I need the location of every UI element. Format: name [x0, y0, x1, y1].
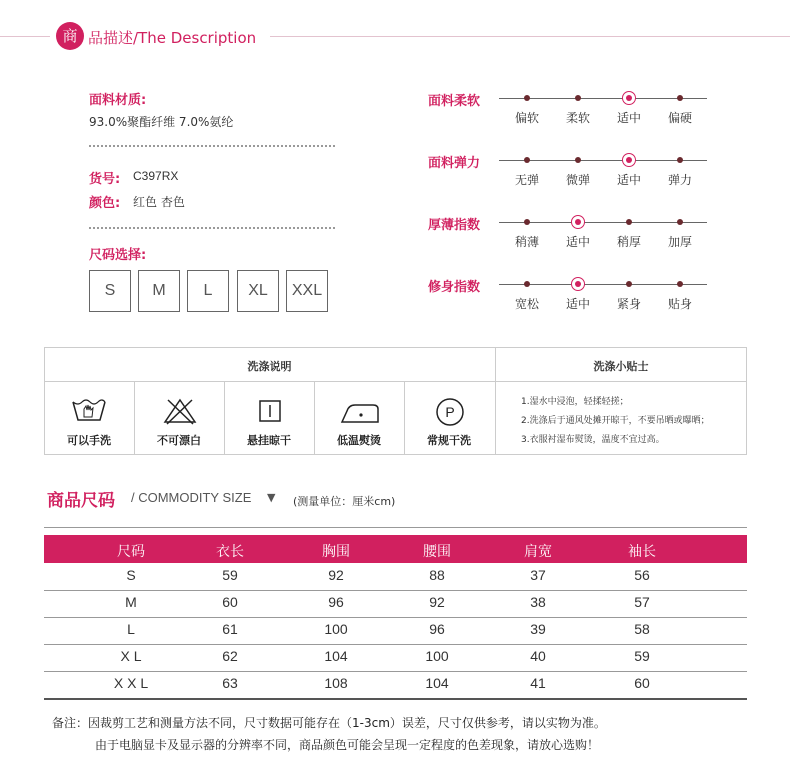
size-select-label: 尺码选择:	[89, 248, 147, 263]
table-cell: 60	[634, 675, 650, 691]
table-cell: 59	[634, 648, 650, 664]
table-row-line	[44, 590, 747, 591]
scale-track	[499, 284, 707, 285]
scale-option: 弹力	[667, 173, 692, 187]
table-cell: M	[125, 594, 137, 610]
table-cell: 60	[222, 594, 238, 610]
header-divider-left	[0, 36, 50, 37]
table-cell: S	[126, 567, 136, 583]
table-cell: 63	[222, 675, 238, 691]
table-cell: 56	[634, 567, 650, 583]
scale-option: 贴身	[667, 297, 692, 311]
table-cell: 62	[222, 648, 238, 664]
table-cell: 108	[324, 675, 348, 691]
table-cell: 41	[530, 675, 546, 691]
scale-dot	[677, 157, 683, 163]
remark-note: 备注：因裁剪工艺和测量方法不同，尺寸数据可能存在（1-3cm）误差，尺寸仅供参考，请以实物为准。	[52, 716, 606, 730]
scale-option: 适中	[616, 173, 641, 187]
dry-clean-icon	[435, 397, 465, 427]
table-cell: 96	[429, 621, 445, 637]
divider	[44, 381, 747, 382]
scale-option: 偏硬	[667, 111, 692, 125]
scale-track	[499, 160, 707, 161]
size-option-xxl[interactable]: XXL	[286, 270, 328, 312]
wash-tip: 1.湿水中浸泡，轻揉轻搓；	[521, 397, 629, 407]
wash-label-bleach: 不可漂白	[157, 434, 201, 447]
dry-clean-glyph: P	[445, 404, 455, 420]
wash-header-right: 洗涤小贴士	[593, 360, 649, 373]
scale-selected-dot	[626, 95, 632, 101]
divider	[89, 227, 335, 229]
scale-option: 适中	[565, 297, 590, 311]
table-cell: 58	[634, 621, 650, 637]
scale-selected-dot	[575, 219, 581, 225]
wash-label-hand: 可以手洗	[67, 434, 111, 447]
item-no-value: C397RX	[133, 169, 179, 183]
column-header: 袖长	[628, 544, 656, 560]
scale-label: 面料柔软	[428, 94, 481, 109]
scale-dot	[524, 157, 530, 163]
table-cell: 92	[429, 594, 445, 610]
scale-option: 紧身	[616, 297, 641, 311]
scale-selected-marker	[622, 153, 636, 167]
scale-selected-marker	[571, 215, 585, 229]
wash-header-left: 洗涤说明	[247, 360, 292, 373]
scale-option: 适中	[616, 111, 641, 125]
table-cell: 100	[324, 621, 348, 637]
hand-wash-icon	[70, 396, 108, 424]
size-option-l[interactable]: L	[187, 270, 229, 312]
table-cell: 104	[425, 675, 449, 691]
scale-label: 厚薄指数	[428, 218, 481, 233]
material-label: 面料材质:	[89, 93, 147, 108]
item-no-label: 货号:	[89, 172, 121, 187]
color-value: 红色 杏色	[133, 195, 185, 209]
wash-label-dryclean: 常规干洗	[427, 434, 471, 447]
scale-option: 加厚	[667, 235, 692, 249]
scale-option: 无弹	[514, 173, 539, 187]
scale-option: 稍薄	[514, 235, 539, 249]
scale-label: 面料弹力	[428, 156, 481, 171]
scale-option: 稍厚	[616, 235, 641, 249]
scale-dot	[677, 219, 683, 225]
scale-track	[499, 98, 707, 99]
scale-option: 偏软	[514, 111, 539, 125]
scale-option: 微弹	[565, 173, 590, 187]
size-option-m[interactable]: M	[138, 270, 180, 312]
scale-option: 柔软	[565, 111, 590, 125]
measure-unit: (测量单位：厘米cm)	[293, 495, 396, 508]
table-cell: 39	[530, 621, 546, 637]
table-cell: 40	[530, 648, 546, 664]
table-row-line	[44, 671, 747, 672]
no-bleach-icon	[163, 397, 197, 425]
table-cell: 104	[324, 648, 348, 664]
remark-note: 由于电脑显卡及显示器的分辨率不同，商品颜色可能会呈现一定程度的色差现象，请放心选购！	[95, 738, 600, 752]
scale-dot	[677, 281, 683, 287]
column-header: 肩宽	[524, 544, 552, 560]
material-value: 93.0%聚酯纤维 7.0%氨纶	[89, 115, 234, 129]
scale-selected-marker	[571, 277, 585, 291]
wash-label-iron: 低温熨烫	[337, 434, 381, 447]
table-cell: 100	[425, 648, 449, 664]
wash-tip: 2.洗涤后于通风处摊开晾干，不要吊晒或曝晒；	[521, 416, 710, 426]
table-row-line	[44, 698, 747, 700]
table-top-line	[44, 527, 747, 528]
scale-dot	[524, 281, 530, 287]
scale-dot	[677, 95, 683, 101]
scale-dot	[626, 219, 632, 225]
table-cell: 37	[530, 567, 546, 583]
scale-dot	[575, 157, 581, 163]
size-option-s[interactable]: S	[89, 270, 131, 312]
wash-label-hang: 悬挂晾干	[247, 434, 291, 447]
table-row-line	[44, 644, 747, 645]
table-cell: 96	[328, 594, 344, 610]
column-header: 尺码	[117, 544, 145, 560]
table-cell: 57	[634, 594, 650, 610]
wash-tip: 3.衣服衬湿布熨烫，温度不宜过高。	[521, 435, 665, 445]
table-cell: X X L	[113, 675, 149, 691]
scale-option: 宽松	[514, 297, 539, 311]
commodity-subtitle: / COMMODITY SIZE	[131, 490, 252, 505]
table-cell: 88	[429, 567, 445, 583]
table-cell: L	[127, 621, 135, 637]
scale-option: 适中	[565, 235, 590, 249]
table-cell: 92	[328, 567, 344, 583]
scale-selected-dot	[575, 281, 581, 287]
divider	[89, 145, 335, 147]
table-cell: 38	[530, 594, 546, 610]
table-cell: X L	[120, 648, 142, 664]
low-iron-icon	[339, 401, 381, 425]
scale-track	[499, 222, 707, 223]
column-header: 衣长	[216, 544, 244, 560]
scale-label: 修身指数	[428, 280, 481, 295]
scale-selected-marker	[622, 91, 636, 105]
scale-dot	[575, 95, 581, 101]
table-row-line	[44, 617, 747, 618]
table-cell: 59	[222, 567, 238, 583]
scale-dot	[524, 219, 530, 225]
table-cell: 61	[222, 621, 238, 637]
header-badge: 商	[56, 22, 84, 50]
size-option-xl[interactable]: XL	[237, 270, 279, 312]
commodity-title: 商品尺码	[47, 491, 115, 511]
header-divider-right	[270, 36, 790, 37]
commodity-arrow-icon: ▼	[267, 491, 276, 504]
column-header: 胸围	[322, 544, 350, 560]
hang-dry-icon	[258, 399, 282, 423]
scale-dot	[524, 95, 530, 101]
header-title: 品描述/The Description	[88, 29, 257, 47]
color-label: 颜色:	[89, 196, 121, 211]
column-header: 腰围	[423, 544, 451, 560]
scale-selected-dot	[626, 157, 632, 163]
scale-dot	[626, 281, 632, 287]
